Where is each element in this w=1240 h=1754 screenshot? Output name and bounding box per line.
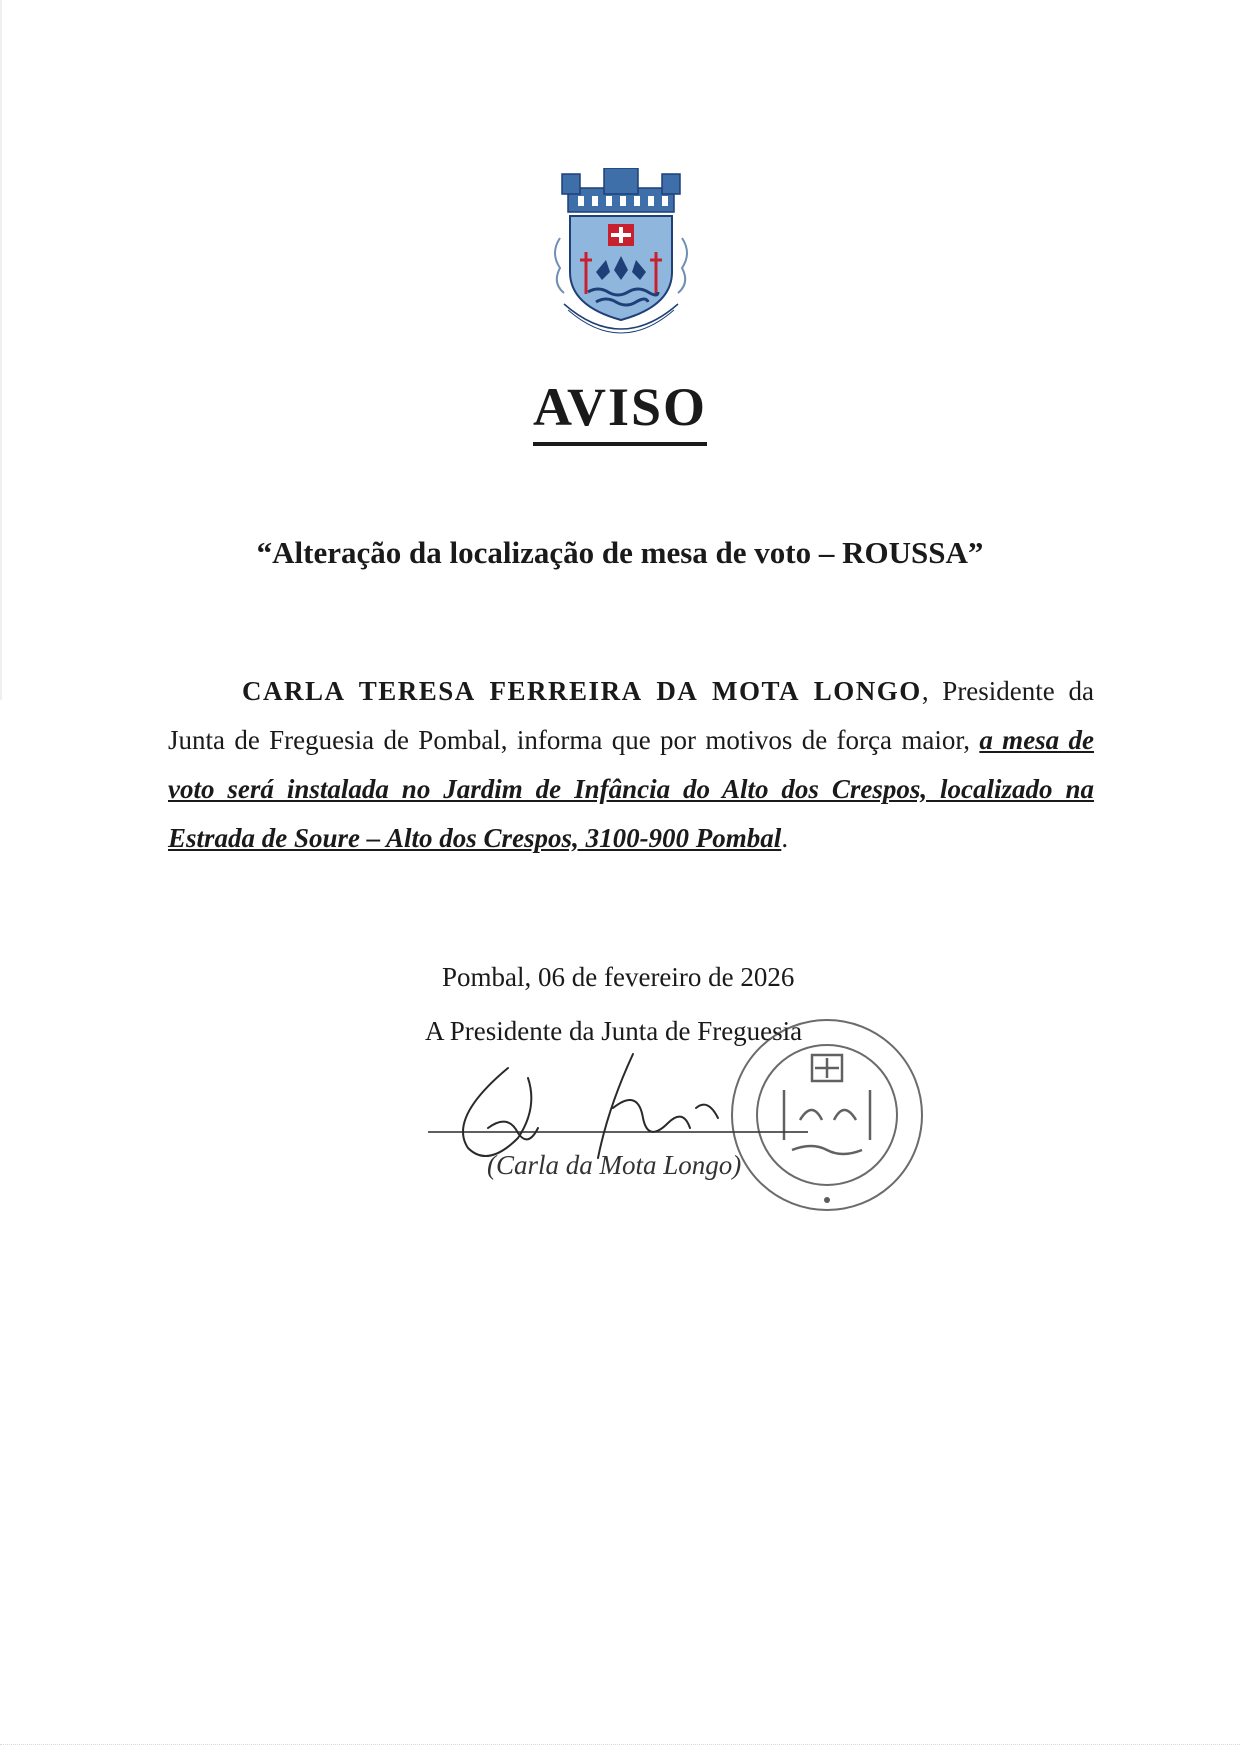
notice-subtitle: “Alteração da localização de mesa de voto – ROUSSA” bbox=[256, 535, 984, 570]
notice-body bbox=[168, 667, 1094, 863]
notice-title: AVISO bbox=[0, 380, 1240, 446]
president-name: CARLA TERESA FERREIRA DA MOTA LONGO bbox=[242, 676, 922, 706]
scan-edge bbox=[0, 0, 2, 700]
official-stamp bbox=[722, 1010, 932, 1220]
date-line: Pombal, 06 de fevereiro de 2026 bbox=[442, 962, 795, 992]
body-emphasis: a mesa de voto será instalada no Jardim de Infância do Alto dos Crespos, localizado na Estrada de Soure – Alto dos Crespos, 3100-900 Pombal bbox=[168, 725, 1095, 853]
body-end: . bbox=[781, 823, 789, 853]
body-intro: , Presidente da Junta de Freguesia de Pombal, informa que por motivos de força maior, bbox=[168, 676, 1094, 755]
role-line: A Presidente da Junta de Freguesia bbox=[425, 1016, 803, 1046]
signer-name: (Carla da Mota Longo) bbox=[487, 1150, 742, 1180]
coat-of-arms-emblem bbox=[548, 168, 694, 356]
scan-artifact-line bbox=[0, 1744, 1240, 1751]
